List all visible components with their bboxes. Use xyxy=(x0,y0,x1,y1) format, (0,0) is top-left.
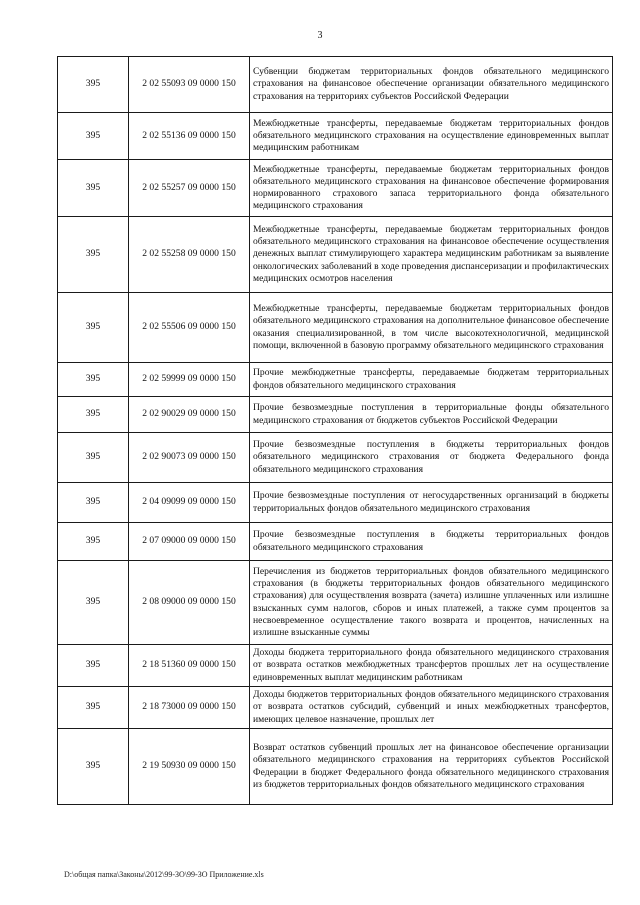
budget-code-cell: 2 02 55093 09 0000 150 xyxy=(129,57,250,113)
admin-code-cell: 395 xyxy=(58,687,129,729)
admin-code-cell: 395 xyxy=(58,645,129,687)
admin-code-cell: 395 xyxy=(58,397,129,433)
budget-code-cell: 2 02 90073 09 0000 150 xyxy=(129,433,250,483)
revenue-name-cell: Межбюджетные трансферты, передаваемые бюджетам территориальных фондов обязательного медицинского страхования на финансовое обеспечение формирования нормированного страхового запаса территориального фонда обязательного медицинского страхования xyxy=(250,160,613,217)
budget-code-cell: 2 02 55257 09 0000 150 xyxy=(129,160,250,217)
revenue-name-cell: Межбюджетные трансферты, передаваемые бюджетам территориальных фондов обязательного медицинского страхования на осуществление единовременных выплат медицинским работникам xyxy=(250,113,613,160)
file-path-footer: D:\общая папка\Законы\2012\99-ЗО\99-ЗО Приложение.xls xyxy=(64,870,264,879)
admin-code-cell: 395 xyxy=(58,57,129,113)
table-row xyxy=(58,293,613,363)
budget-revenue-table xyxy=(57,56,613,805)
budget-code-cell: 2 02 90029 09 0000 150 xyxy=(129,397,250,433)
table-row xyxy=(58,397,613,433)
revenue-name-cell: Субвенции бюджетам территориальных фондов обязательного медицинского страхования на финансовое обеспечение организации обязательного медицинского страхования на территориях субъектов Российской Федерации xyxy=(250,57,613,113)
revenue-name-cell: Доходы бюджета территориального фонда обязательного медицинского страхования от возврата остатков межбюджетных трансфертов прошлых лет на осуществление единовременных выплат медицинским работникам xyxy=(250,645,613,687)
budget-code-cell: 2 04 09099 09 0000 150 xyxy=(129,483,250,523)
budget-code-cell: 2 18 51360 09 0000 150 xyxy=(129,645,250,687)
table-row xyxy=(58,57,613,113)
table-row xyxy=(58,729,613,805)
admin-code-cell: 395 xyxy=(58,113,129,160)
admin-code-cell: 395 xyxy=(58,363,129,397)
admin-code-cell: 395 xyxy=(58,160,129,217)
admin-code-cell: 395 xyxy=(58,729,129,805)
admin-code-cell: 395 xyxy=(58,561,129,645)
page-number: 3 xyxy=(317,30,323,41)
budget-code-cell: 2 18 73000 09 0000 150 xyxy=(129,687,250,729)
revenue-name-cell: Прочие безвозмездные поступления в территориальные фонды обязательного медицинского страхования от бюджетов субъектов Российской Федерации xyxy=(250,397,613,433)
admin-code-cell: 395 xyxy=(58,483,129,523)
table-row xyxy=(58,433,613,483)
budget-code-cell: 2 19 50930 09 0000 150 xyxy=(129,729,250,805)
table-row xyxy=(58,483,613,523)
admin-code-cell: 395 xyxy=(58,433,129,483)
table-row xyxy=(58,561,613,645)
revenue-name-cell: Прочие безвозмездные поступления от негосударственных организаций в бюджеты территориальных фондов обязательного медицинского страхования xyxy=(250,483,613,523)
table-row xyxy=(58,523,613,561)
budget-code-cell: 2 02 55136 09 0000 150 xyxy=(129,113,250,160)
admin-code-cell: 395 xyxy=(58,523,129,561)
table-row xyxy=(58,160,613,217)
revenue-name-cell: Прочие безвозмездные поступления в бюджеты территориальных фондов обязательного медицинского страхования от бюджета Федерального фонда обязательного медицинского страхования xyxy=(250,433,613,483)
budget-code-cell: 2 02 55258 09 0000 150 xyxy=(129,217,250,293)
revenue-name-cell: Межбюджетные трансферты, передаваемые бюджетам территориальных фондов обязательного медицинского страхования на финансовое обеспечение осуществления денежных выплат стимулирующего характера медицинским работникам за выявление онкологических заболеваний в ходе проведения диспансеризации и профилактических медицинских осмотров населения xyxy=(250,217,613,293)
revenue-name-cell: Возврат остатков субвенций прошлых лет на финансовое обеспечение организации обязательного медицинского страхования на территориях субъектов Российской Федерации в бюджет Федерального фонда обязательного медицинского страхования из бюджетов территориальных фондов обязательного медицинского страхования xyxy=(250,729,613,805)
revenue-name-cell: Перечисления из бюджетов территориальных фондов обязательного медицинского страхования (в бюджеты территориальных фондов обязательного медицинского страхования) для осуществления возврата (зачета) излишне уплаченных или излишне взысканных сумм налогов, сборов и иных платежей, а также сумм процентов за несвоевременное осуществление такого возврата и процентов, начисленных на излишне взысканные суммы xyxy=(250,561,613,645)
table-row xyxy=(58,363,613,397)
revenue-name-cell: Доходы бюджетов территориальных фондов обязательного медицинского страхования от возврата остатков субсидий, субвенций и иных межбюджетных трансфертов, имеющих целевое назначение, прошлых лет xyxy=(250,687,613,729)
table-row xyxy=(58,113,613,160)
admin-code-cell: 395 xyxy=(58,217,129,293)
table-row xyxy=(58,687,613,729)
revenue-name-cell: Прочие межбюджетные трансферты, передаваемые бюджетам территориальных фондов обязательного медицинского страхования xyxy=(250,363,613,397)
budget-code-cell: 2 02 59999 09 0000 150 xyxy=(129,363,250,397)
admin-code-cell: 395 xyxy=(58,293,129,363)
table-row xyxy=(58,645,613,687)
budget-code-cell: 2 08 09000 09 0000 150 xyxy=(129,561,250,645)
revenue-name-cell: Межбюджетные трансферты, передаваемые бюджетам территориальных фондов обязательного медицинского страхования на дополнительное финансовое обеспечение оказания специализированной, в том числе высокотехнологичной, медицинской помощи, включенной в базовую программу обязательного медицинского страхования xyxy=(250,293,613,363)
budget-code-cell: 2 07 09000 09 0000 150 xyxy=(129,523,250,561)
budget-code-cell: 2 02 55506 09 0000 150 xyxy=(129,293,250,363)
table-row xyxy=(58,217,613,293)
revenue-name-cell: Прочие безвозмездные поступления в бюджеты территориальных фондов обязательного медицинского страхования xyxy=(250,523,613,561)
